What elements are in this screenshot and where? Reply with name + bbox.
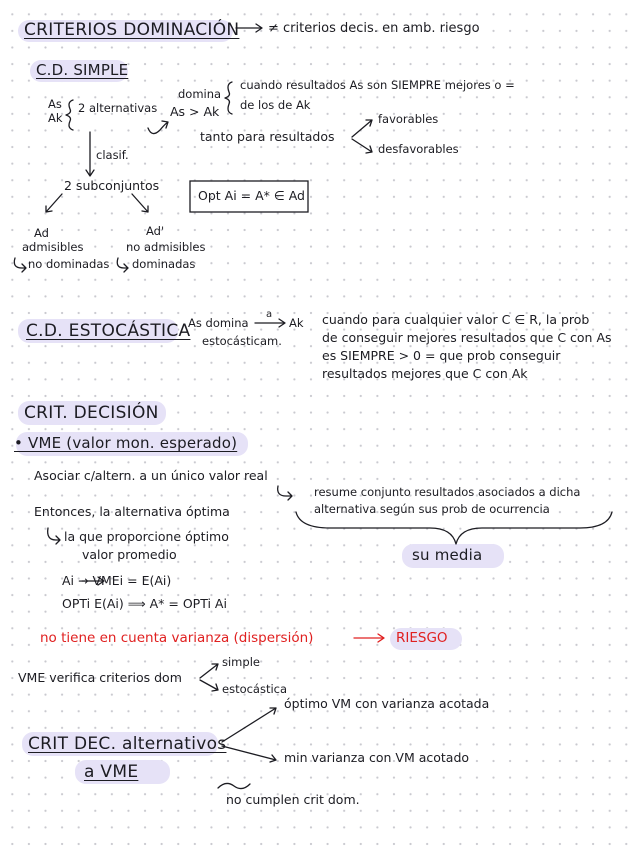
proporcione-line: la que proporcione óptimo (64, 529, 229, 544)
estocastica-branch: estocástica (222, 682, 288, 696)
title-note: ≠ criterios decis. en amb. riesgo (268, 21, 480, 36)
no-cumplen-line: no cumplen crit dom. (226, 792, 360, 807)
favorables-label: favorables (378, 112, 439, 126)
desfavorables-label: desfavorables (378, 142, 459, 156)
domina-label: domina (178, 87, 222, 101)
vme-verifica-line: VME verifica criterios dom (18, 670, 182, 685)
simple-heading: C.D. SIMPLE (36, 61, 129, 79)
ad-prime-label: Ad' (146, 224, 165, 238)
clasif-label: clasif. (96, 148, 129, 162)
optimo-line: óptimo VM con varianza acotada (284, 696, 490, 711)
resume-line-1: resume conjunto resultados asociados a dicha (314, 485, 581, 499)
estocasticam-label: estocásticam. (202, 334, 282, 348)
ai-vme-line: Ai → VMEi = E(Ai) (62, 573, 172, 588)
subconjuntos-label: 2 subconjuntos (64, 178, 160, 193)
resume-line-2: alternativa según sus prob de ocurrencia (314, 502, 550, 516)
admisibles-label: admisibles (22, 240, 84, 254)
ak-label: Ak (48, 111, 63, 125)
decision-heading: CRIT. DECISIÓN (24, 403, 159, 423)
estocastica-heading: C.D. ESTOCÁSTICA (26, 321, 191, 341)
as-label: As (48, 97, 62, 111)
dominadas-label: dominadas (132, 257, 196, 271)
estocastica-line-4: resultados mejores que C con Ak (322, 366, 528, 381)
as-domina-label: As domina (188, 316, 249, 330)
opt-e-line: OPTi E(Ai) ⟹ A* = OPTi Ai (62, 596, 227, 611)
estocastica-line-1: cuando para cualquier valor C ∈ R, la prob (322, 312, 590, 327)
opt-box-text: Opt Ai = A* ∈ Ad (198, 188, 305, 203)
alternativos-heading-2: a VME (84, 762, 139, 782)
simple-branch: simple (222, 655, 260, 669)
estocastica-line-2: de conseguir mejores resultados que C con As (322, 330, 612, 345)
two-alternatives: 2 alternativas (78, 101, 158, 115)
as-gt-ak: As > Ak (170, 104, 220, 119)
asociar-line: Asociar c/altern. a un único valor real (34, 468, 268, 483)
valor-promedio-line: valor promedio (82, 547, 177, 562)
vme-heading: • VME (valor mon. esperado) (14, 434, 238, 452)
entonces-line: Entonces, la alternativa óptima (34, 504, 230, 519)
no-varianza-line: no tiene en cuenta varianza (dispersión) (40, 630, 314, 646)
ad-label: Ad (34, 226, 49, 240)
ak-target-label: Ak (289, 316, 304, 330)
estocastica-line-3: es SIEMPRE > 0 = que prob conseguir (322, 348, 561, 363)
alternativos-heading-1: CRIT DEC. alternativos (28, 734, 227, 754)
a-label: a (266, 309, 273, 320)
tanto-label: tanto para resultados (200, 129, 335, 144)
su-media-label: su media (412, 546, 483, 564)
no-admisibles-label: no admisibles (126, 240, 206, 254)
riesgo-label: RIESGO (396, 630, 448, 646)
page-title: CRITERIOS DOMINACIÓN (24, 20, 240, 40)
cuando-line-1: cuando resultados As son SIEMPRE mejores o = (240, 78, 515, 92)
no-dominadas-label: no dominadas (28, 257, 110, 271)
cuando-line-2: de los de Ak (240, 98, 311, 112)
min-varianza-line: min varianza con VM acotado (284, 750, 470, 765)
